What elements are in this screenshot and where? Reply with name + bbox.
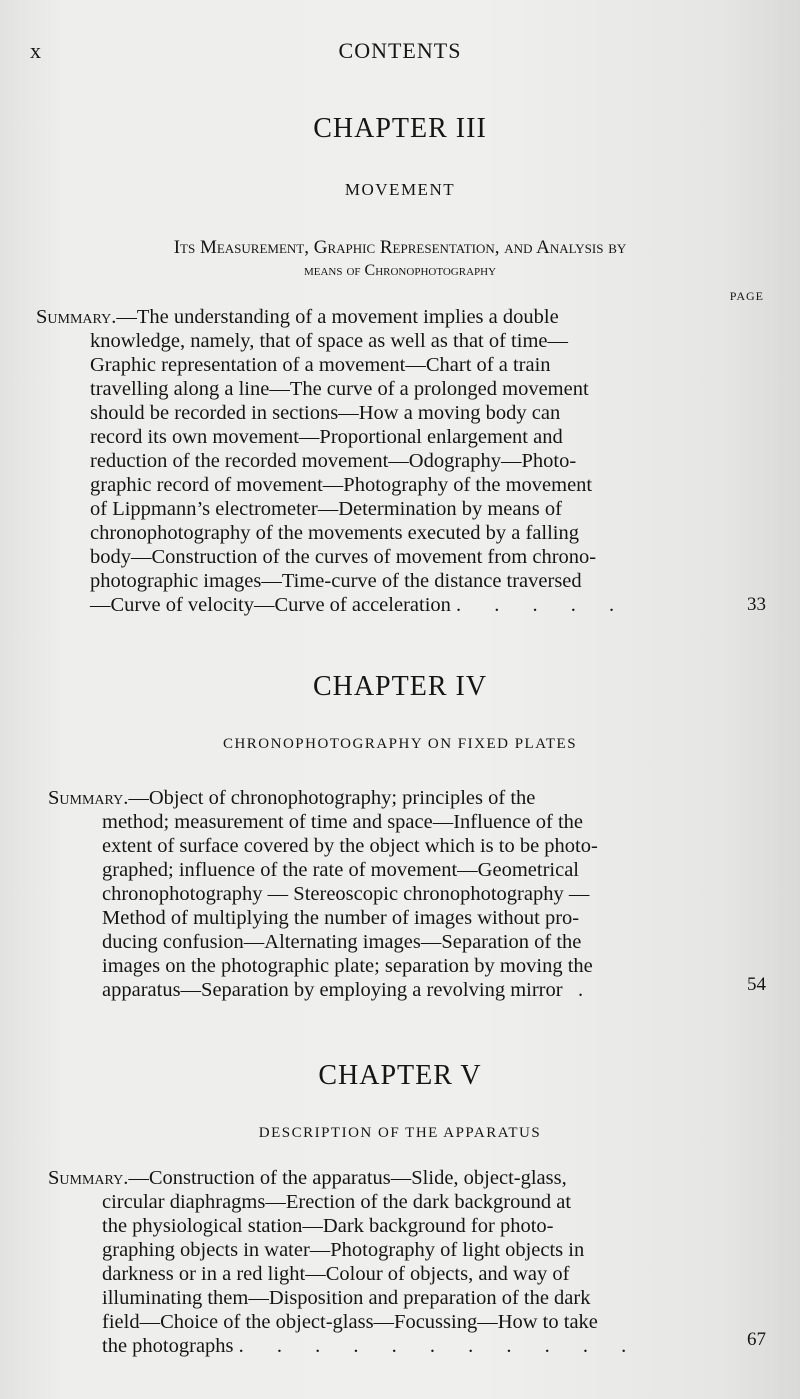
chapter-3-summary — [36, 305, 726, 617]
chapter-3-subtitle-line-2: means of Chronophotography — [303, 262, 497, 279]
chapter-4-title: CHRONOPHOTOGRAPHY ON FIXED PLATES — [222, 736, 578, 752]
summary-line: extent of surface covered by the object which is to be photo- — [102, 835, 598, 857]
summary-line: reduction of the recorded movement—Odography—Photo- — [90, 450, 577, 472]
chapter-3-subtitle — [40, 236, 760, 282]
summary-line: record its own movement—Proportional enlargement and — [90, 426, 563, 448]
summary-line: of Lippmann’s electrometer—Determination by means of — [90, 498, 562, 520]
chapter-5-title: DESCRIPTION OF THE APPARATUS — [258, 1125, 542, 1141]
page-column-label: PAGE — [729, 289, 764, 303]
summary-line: ducing confusion—Alternating images—Separation of the — [102, 931, 582, 953]
chapter-3-heading: CHAPTER III — [313, 113, 487, 144]
summary-line: graphing objects in water—Photography of light objects in — [102, 1239, 585, 1261]
page-folio: x — [30, 38, 42, 63]
chapter-3-page-number: 33 — [747, 594, 766, 615]
chapter-5-heading: CHAPTER V — [318, 1060, 482, 1091]
summary-line: travelling along a line—The curve of a prolonged movement — [90, 378, 589, 400]
chapter-4-summary — [48, 786, 728, 1002]
summary-line: darkness or in a red light—Colour of objects, and way of — [102, 1263, 570, 1285]
summary-line: should be recorded in sections—How a moving body can — [90, 402, 561, 424]
summary-line: knowledge, namely, that of space as well as that of time— — [90, 330, 568, 352]
summary-line: Summary.—The understanding of a movement implies a double — [36, 306, 559, 328]
dot-leaders: . — [577, 979, 598, 1001]
summary-line: photographic images—Time-curve of the distance traversed — [90, 570, 582, 592]
summary-line: method; measurement of time and space—Influence of the — [102, 811, 583, 833]
summary-line: apparatus—Separation by employing a revolving mirror . — [102, 979, 598, 1001]
summary-line: body—Construction of the curves of movement from chrono- — [90, 546, 597, 568]
running-title: CONTENTS — [338, 38, 462, 63]
summary-label: Summary. — [36, 306, 117, 328]
summary-line: graphed; influence of the rate of movement—Geometrical — [102, 859, 579, 881]
summary-line: field—Choice of the object-glass—Focussing—How to take — [102, 1311, 598, 1333]
summary-line: circular diaphragms—Erection of the dark background at — [102, 1191, 572, 1213]
chapter-3-title: MOVEMENT — [344, 180, 456, 199]
summary-line: —Curve of velocity—Curve of acceleration . . . . . — [90, 594, 629, 616]
summary-line: chronophotography — Stereoscopic chronophotography — — [102, 883, 590, 905]
running-head — [30, 38, 770, 68]
summary-line: images on the photographic plate; separation by moving the — [102, 955, 593, 977]
summary-line: Method of multiplying the number of images without pro- — [102, 907, 580, 929]
dot-leaders: . . . . . . . . . . . — [238, 1335, 641, 1357]
summary-line: Summary.—Object of chronophotography; principles of the — [48, 787, 536, 809]
chapter-5-page-number: 67 — [747, 1329, 766, 1350]
summary-line: chronophotography of the movements executed by a falling — [90, 522, 580, 544]
summary-label: Summary. — [48, 1167, 129, 1189]
summary-line: the photographs . . . . . . . . . . . — [102, 1335, 641, 1357]
summary-label: Summary. — [48, 787, 129, 809]
summary-line: Summary.—Construction of the apparatus—Slide, object-glass, — [48, 1167, 567, 1189]
summary-line: Graphic representation of a movement—Chart of a train — [90, 354, 551, 376]
dot-leaders: . . . . . — [456, 594, 629, 616]
chapter-4-page-number: 54 — [747, 974, 766, 995]
chapter-4-heading: CHAPTER IV — [312, 671, 488, 702]
chapter-3-subtitle-line-1: Its Measurement, Graphic Representation, and Analysis by — [173, 237, 627, 258]
summary-line: graphic record of movement—Photography of the movement — [90, 474, 593, 496]
summary-line: the physiological station—Dark background for photo- — [102, 1215, 554, 1237]
summary-line: illuminating them—Disposition and preparation of the dark — [102, 1287, 591, 1309]
chapter-5-summary — [48, 1166, 728, 1358]
